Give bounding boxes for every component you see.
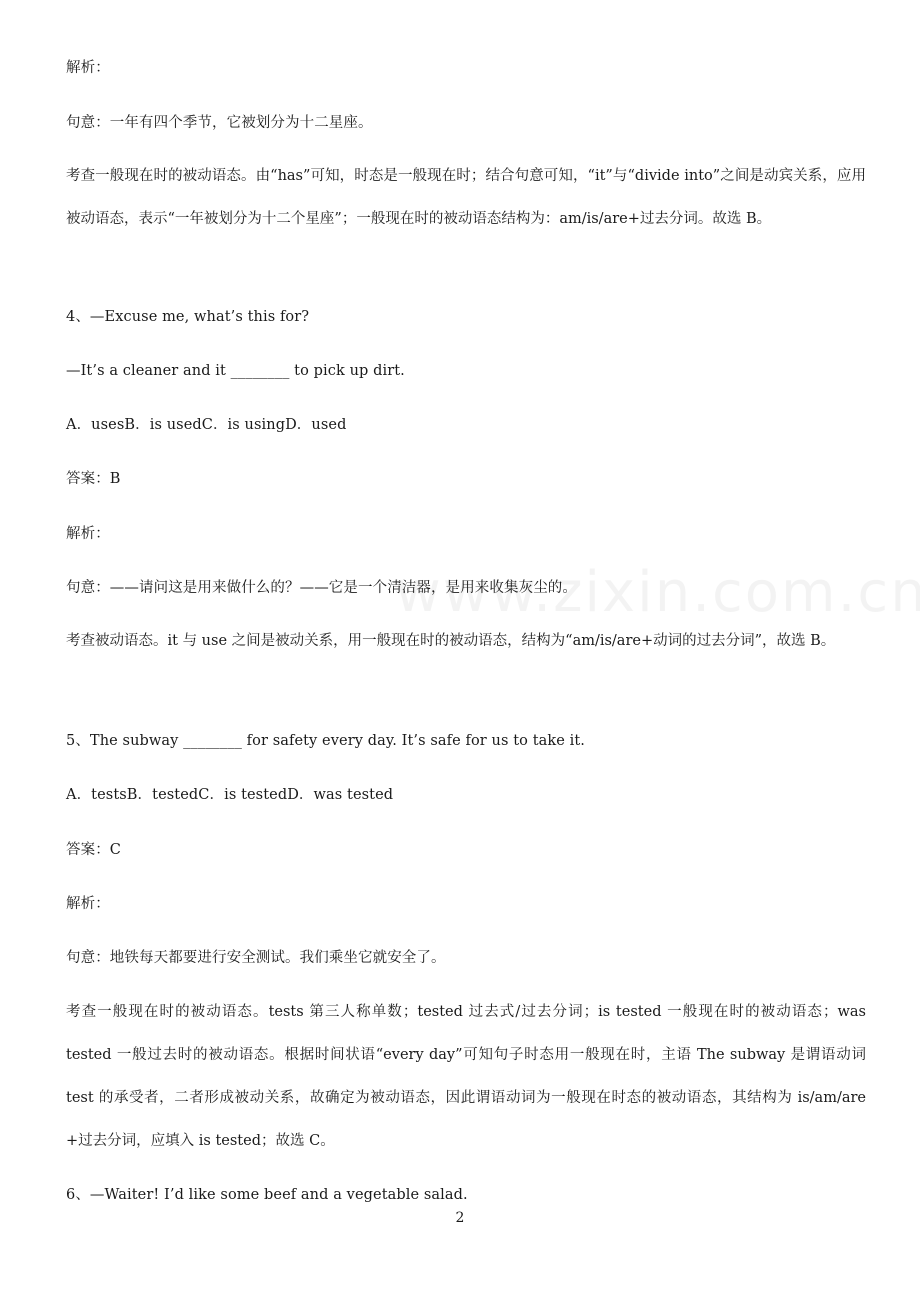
analysis-label: 解析： bbox=[66, 896, 110, 912]
sentence-meaning: 句意：——请问这是用来做什么的？——它是一个清洁器，是用来收集灰尘的。 bbox=[66, 580, 577, 596]
sentence-meaning: 句意：一年有四个季节，它被划分为十二星座。 bbox=[66, 115, 373, 131]
question-4-line-2: —It’s a cleaner and it ________ to pick up dirt. bbox=[66, 363, 405, 379]
question-4-answer: 答案：B bbox=[66, 471, 121, 487]
explanation-paragraph: 考查被动语态。it 与 use 之间是被动关系，用一般现在时的被动语态，结构为“am/is/are+动词的过去分词”，故选 B。 bbox=[66, 633, 836, 649]
question-4-options: A．usesB．is usedC．is usingD．used bbox=[66, 417, 347, 433]
analysis-label: 解析： bbox=[66, 60, 110, 76]
question-6-line-1: 6、—Waiter! I’d like some beef and a vegetable salad. bbox=[66, 1187, 468, 1203]
sentence-meaning: 句意：地铁每天都要进行安全测试。我们乘坐它就安全了。 bbox=[66, 950, 446, 966]
question-4-line-1: 4、—Excuse me, what’s this for? bbox=[66, 309, 310, 325]
question-5-answer: 答案：C bbox=[66, 842, 121, 858]
explanation-paragraph: 考查一般现在时的被动语态。由“has”可知，时态是一般现在时；结合句意可知，“it”与“divide into”之间是动宾关系，应用被动语态，表示“一年被划分为十二个星座”；一般现在时的被动语态结构为：am/is/are+过去分词。故选 B。 bbox=[66, 168, 866, 227]
page-number: 2 bbox=[455, 1210, 465, 1226]
question-5-line-1: 5、The subway ________ for safety every day. It’s safe for us to take it. bbox=[66, 733, 586, 749]
explanation-paragraph: 考查一般现在时的被动语态。tests 第三人称单数；tested 过去式/过去分词；is tested 一般现在时的被动语态；was tested 一般过去时的被动语态。根据时间状语“every day”可知句子时态用一般现在时，主语 The subway 是谓语动词 test 的承受者，二者形成被动关系，故确定为被动语态，因此谓语动词为一般现在时态的被动语态，其结构为 is/am/are +过去分词，应填入 is tested；故选 C。 bbox=[66, 1004, 866, 1149]
question-5-options: A．testsB．testedC．is testedD．was tested bbox=[66, 787, 394, 803]
analysis-label: 解析： bbox=[66, 526, 110, 542]
